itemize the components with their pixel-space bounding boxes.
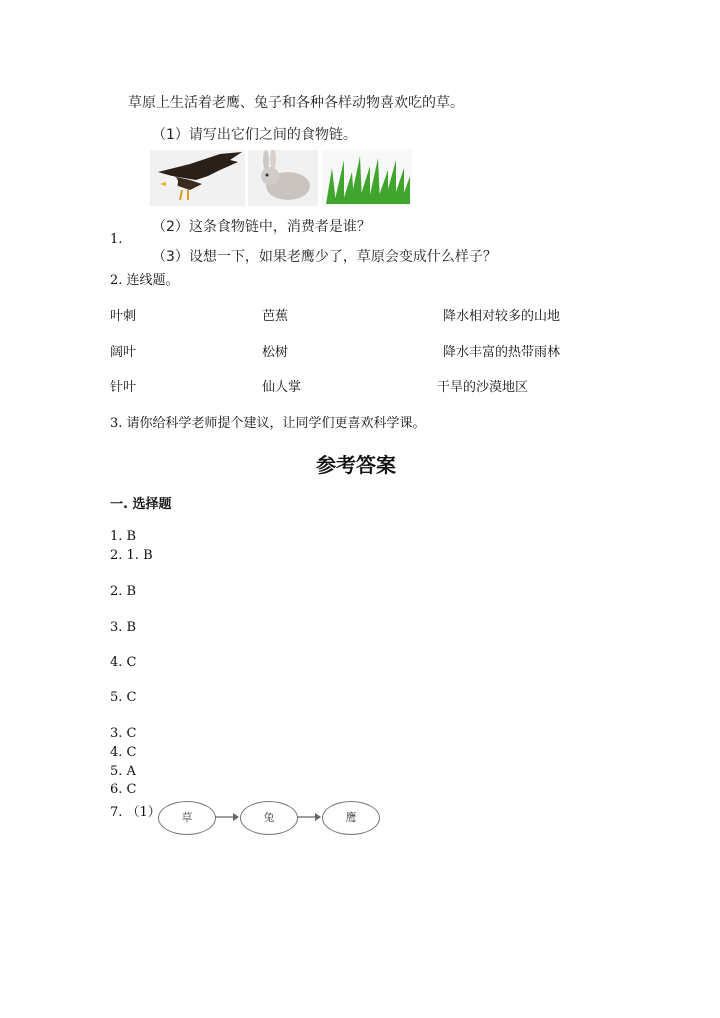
q2-title: 2. 连线题。: [110, 273, 179, 288]
q1-stem: 草原上生活着老鹰、兔子和各种各样动物喜欢吃的草。: [128, 95, 464, 111]
answer-line: 5. A: [110, 764, 136, 779]
answer-line: 2. B: [110, 584, 137, 599]
answer-line: 5. C: [110, 690, 137, 705]
q1-sub3: （3）设想一下，如果老鹰少了，草原会变成什么样子？: [152, 249, 497, 265]
answer-line: 1. B: [110, 529, 137, 544]
chain-node-eagle: 鹰: [322, 801, 380, 835]
grass-image: [322, 150, 412, 206]
chain-arrow-2: [296, 810, 322, 824]
q2-row3-col3: 干旱的沙漠地区: [437, 380, 529, 395]
q2-row1-col2: 芭蕉: [262, 309, 289, 324]
q2-row2-col1: 阔叶: [110, 345, 137, 360]
q2-row1-col1: 叶刺: [110, 309, 137, 324]
q1-number: 1.: [110, 232, 123, 247]
chain-node-grass: 草: [158, 801, 216, 835]
q1-sub1: （1）请写出它们之间的食物链。: [152, 127, 357, 143]
q3-text: 3. 请你给科学老师提个建议，让同学们更喜欢科学课。: [110, 416, 426, 431]
q1-sub2: （2）这条食物链中，消费者是谁？: [152, 219, 371, 235]
chain-arrow-1: [214, 810, 240, 824]
answer-line: 2. 1. B: [110, 548, 153, 563]
answers-section: 一. 选择题: [110, 497, 172, 512]
q2-row2-col3: 降水丰富的热带雨林: [443, 345, 561, 360]
answer-line: 3. C: [110, 726, 137, 741]
answers-title: 参考答案: [316, 453, 396, 477]
answer-line: 6. C: [110, 782, 137, 797]
answer-line: 4. C: [110, 745, 137, 760]
q2-row3-col2: 仙人掌: [262, 380, 302, 395]
q2-row3-col1: 针叶: [110, 380, 137, 395]
chain-node-rabbit: 兔: [240, 801, 298, 835]
eagle-image: [150, 150, 245, 206]
q2-row1-col3: 降水相对较多的山地: [443, 309, 561, 324]
q7-label: 7. （1）: [110, 805, 161, 820]
answer-line: 4. C: [110, 655, 137, 670]
rabbit-image: [248, 150, 318, 206]
q2-row2-col2: 松树: [262, 345, 289, 360]
answer-line: 3. B: [110, 620, 137, 635]
